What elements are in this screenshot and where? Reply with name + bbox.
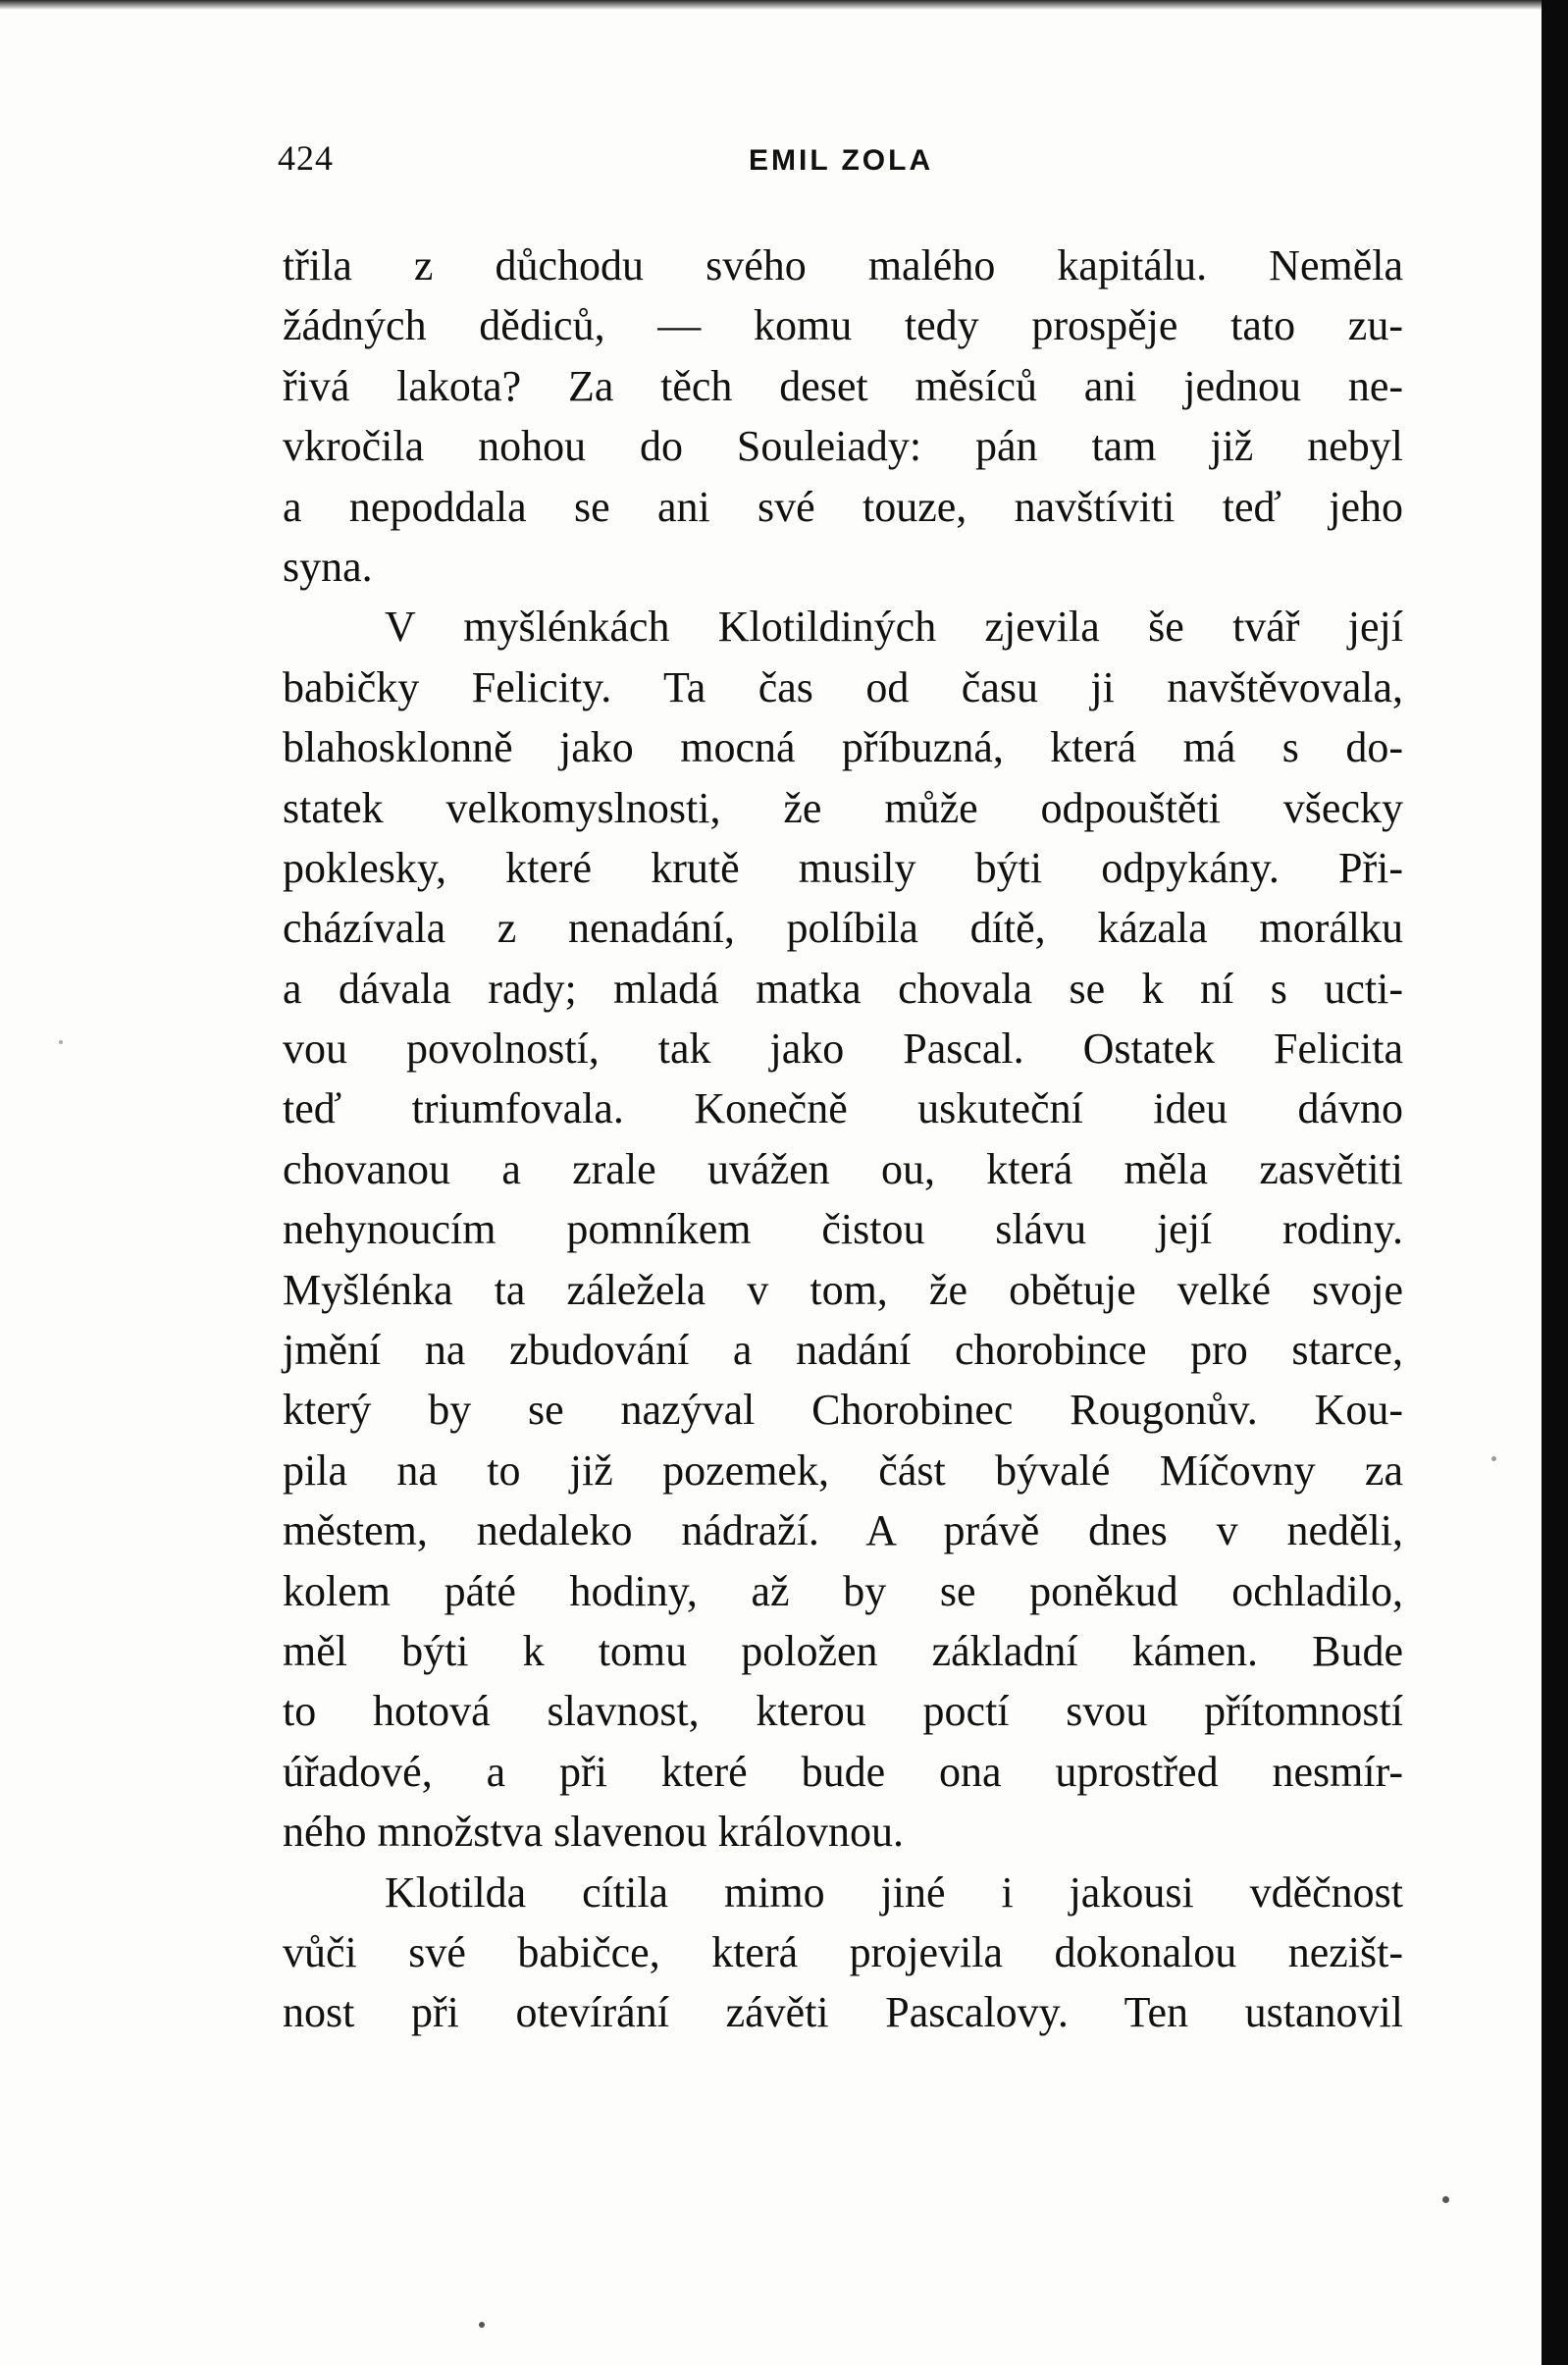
page-header — [278, 133, 1406, 183]
text-line: statek velkomyslnosti, že může odpouštěti všecky — [283, 783, 1403, 832]
text-line: V myšlénkách Klotildiných zjevila še tvář její — [385, 603, 1403, 652]
text-line: Klotilda cítila mimo jiné i jakousi vděčnost — [385, 1867, 1403, 1917]
text-line: vůči své babičce, která projevila dokonalou nezišt- — [283, 1927, 1403, 1976]
scan-top-edge — [0, 0, 1568, 10]
text-line: úřadové, a při které bude ona uprostřed nesmír- — [283, 1747, 1403, 1796]
text-line: syna. — [283, 542, 373, 591]
running-title: EMIL ZOLA — [749, 144, 934, 177]
text-line: který by se nazýval Chorobinec Rougonův. Kou- — [283, 1386, 1403, 1435]
scan-speck — [1442, 2196, 1449, 2203]
text-line: cházívala z nenadání, políbila dítě, kázala morálku — [283, 904, 1403, 953]
text-line: ného množstva slavenou královnou. — [283, 1808, 904, 1857]
text-line: babičky Felicity. Ta čas od času ji navštěvovala, — [283, 662, 1403, 711]
text-line: vou povolností, tak jako Pascal. Ostatek Felicita — [283, 1025, 1403, 1074]
text-line: to hotová slavnost, kterou poctí svou přítomností — [283, 1687, 1403, 1736]
text-line: třila z důchodu svého malého kapitálu. Neměla — [283, 241, 1403, 289]
text-line: městem, nedaleko nádraží. A právě dnes v neděli, — [283, 1506, 1403, 1555]
text-line: vkročila nohou do Souleiady: pán tam již nebyl — [283, 422, 1403, 471]
text-line: nehynoucím pomníkem čistou slávu její rodiny. — [283, 1205, 1403, 1254]
scan-speck — [59, 1040, 63, 1044]
text-line: blahosklonně jako mocná příbuzná, která má s do- — [283, 723, 1403, 772]
text-line: žádných dědiců, — komu tedy prospěje tato zu- — [283, 301, 1403, 350]
scan-right-edge — [1542, 0, 1568, 2365]
text-line: poklesky, které krutě musily býti odpykány. Při- — [283, 843, 1403, 892]
text-line: teď triumfovala. Konečně uskuteční ideu dávno — [283, 1084, 1403, 1133]
text-line: kolem páté hodiny, až by se poněkud ochladilo, — [283, 1566, 1403, 1615]
page-number: 424 — [278, 138, 334, 178]
text-line: a dávala rady; mladá matka chovala se k ní s ucti- — [283, 964, 1403, 1013]
text-line: chovanou a zrale uvážen ou, která měla zasvětiti — [283, 1144, 1403, 1193]
text-line: jmění na zbudování a nadání chorobince pro starce, — [283, 1326, 1403, 1375]
text-line: a nepoddala se ani své touze, navštíviti teď jeho — [283, 482, 1403, 531]
text-line: Myšlénka ta záležela v tom, že obětuje velké svoje — [283, 1265, 1403, 1314]
text-line: pila na to již pozemek, část bývalé Míčovny za — [283, 1445, 1403, 1495]
body-text — [283, 236, 1403, 2043]
scan-speck — [479, 2322, 485, 2328]
text-line: nost při otevírání závěti Pascalovy. Ten ustanovil — [283, 1988, 1403, 2037]
text-line: měl býti k tomu položen základní kámen. Bude — [283, 1626, 1403, 1675]
scan-speck — [1491, 1456, 1496, 1461]
text-line: řivá lakota? Za těch deset měsíců ani jednou ne- — [283, 361, 1403, 410]
